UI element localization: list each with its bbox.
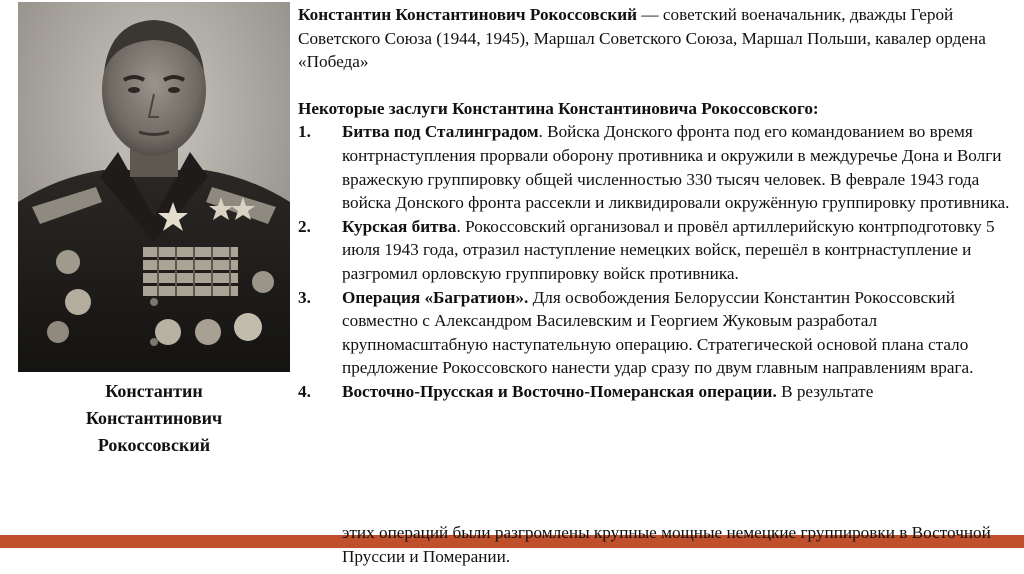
- intro-paragraph: [298, 3, 1010, 74]
- content-text: [298, 3, 1010, 404]
- caption-line-3: Рокоссовский: [97, 435, 211, 455]
- caption-line-1: Константин: [105, 381, 203, 401]
- list-item-number: 3.: [298, 287, 311, 307]
- intro-text: — советский военачальник, дважды Герой Советского Союза (1944, 1945), Маршал Советского Союза, Маршал Польши, кавалер ордена «Победа»: [298, 5, 986, 72]
- list-item-title: Битва под Сталинградом: [342, 122, 539, 142]
- list-item-title: Операция «Багратион».: [342, 287, 529, 307]
- list-item: [298, 286, 1010, 380]
- list-item-continuation: этих операций были разгромлены крупные мощные немецкие группировки в Восточной Пруссии и Померании.: [342, 523, 991, 566]
- intro-name: Константин Константинович Рокоссовский: [298, 5, 638, 24]
- list-item-title: Восточно-Прусская и Восточно-Померанская операции.: [342, 381, 777, 401]
- list-item-text: . Войска Донского фронта под его командованием во время контрнаступления прорвали оборону противника и окружили в междуречье Дона и Волги вражескую группировку общей численностью 330 тысяч человек. В феврале 1943 года войска Донского фронта рассекли и ликвидировали окружённую группировку противника.: [342, 122, 1010, 213]
- list-item-number: 1.: [298, 122, 311, 142]
- list-item-number: 4.: [298, 381, 311, 401]
- portrait-caption: [18, 378, 290, 459]
- merits-list: [298, 120, 1010, 403]
- portrait-photo: [18, 2, 290, 372]
- list-item: [298, 380, 1010, 404]
- caption-line-2: Константинович: [85, 408, 223, 428]
- merits-title: Некоторые заслуги Константина Константиновича Рокоссовского:: [298, 98, 819, 118]
- list-item-text: Для освобождения Белоруссии Константин Рокоссовский совместно с Александром Василевским и Георгием Жуковым разработал крупномасштабную наступательную операцию. Стратегической основой плана стало предложение Рокоссовского нанести удар сразу по двум главным направлениям врага.: [342, 287, 974, 378]
- list-item-text: В результате: [776, 381, 874, 401]
- list-item: [298, 120, 1010, 214]
- list-item-text: . Рокоссовский организовал и провёл артиллерийскую контрподготовку 5 июля 1943 года, отразил наступление немецких войск, перешёл в контрнаступление и разгромил орловскую группировку войск противника.: [342, 216, 995, 283]
- list-item: [298, 215, 1010, 286]
- list-item-number: 2.: [298, 216, 311, 236]
- list-item-title: Курская битва: [342, 216, 457, 236]
